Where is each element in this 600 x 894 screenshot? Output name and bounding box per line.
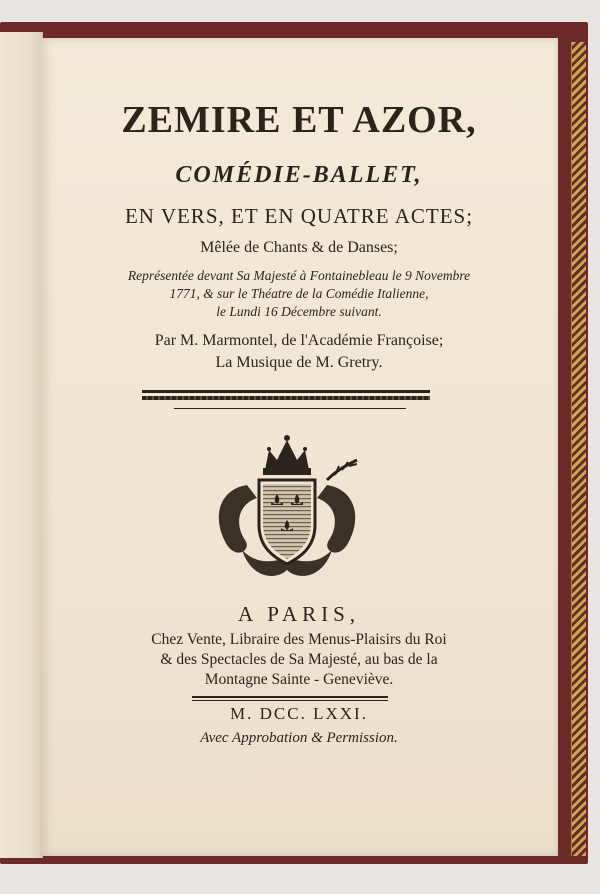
verse-line: EN VERS, ET EN QUATRE ACTES;	[124, 204, 474, 228]
place-of-publication: A PARIS,	[237, 602, 361, 626]
performance-line-1: Représentée devant Sa Majesté à Fontainebleau le 9 Novembre	[127, 268, 471, 283]
year-rule	[192, 696, 388, 698]
author-line: Par M. Marmontel, de l'Académie Françoise;	[154, 332, 444, 349]
publication-year: M. DCC. LXXI.	[230, 704, 368, 723]
gilt-edge-decoration	[571, 42, 586, 856]
publisher-line-1: Chez Vente, Libraire des Menus-Plaisirs du Roi	[151, 631, 447, 648]
year-rule-thin	[192, 700, 388, 701]
book-title: ZEMIRE ET AZOR,	[121, 99, 477, 141]
thin-rule	[174, 408, 406, 409]
publisher-line-2: & des Spectacles de Sa Majesté, au bas de la	[160, 651, 438, 668]
performance-line-3: le Lundi 16 Décembre suivant.	[216, 304, 382, 319]
book-subtitle: COMÉDIE-BALLET,	[175, 162, 423, 188]
publisher-line-3: Montagne Sainte - Geneviève.	[204, 671, 394, 688]
ornamental-rule-band	[142, 396, 430, 400]
royal-coat-of-arms-icon	[207, 430, 367, 585]
left-page-edge	[0, 32, 43, 858]
approbation-line: Avec Approbation & Permission.	[200, 730, 398, 746]
chants-line: Mêlée de Chants & de Danses;	[200, 239, 398, 256]
music-line: La Musique de M. Gretry.	[215, 354, 383, 371]
performance-line-2: 1771, & sur le Théatre de la Comédie Italienne,	[169, 286, 429, 301]
ornamental-rule	[142, 390, 430, 393]
title-page	[40, 38, 558, 856]
